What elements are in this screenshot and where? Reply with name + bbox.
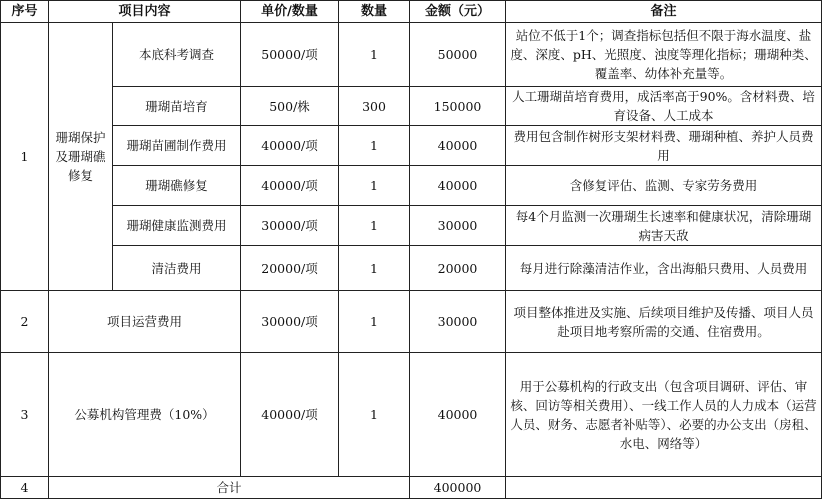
item-qty: 1 [339, 23, 410, 87]
header-qty: 数量 [339, 1, 410, 23]
total-label: 合计 [49, 477, 410, 499]
item-price: 30000/项 [241, 206, 339, 246]
table-row [1, 87, 822, 126]
item-name: 清洁费用 [113, 246, 241, 291]
table-row [1, 206, 822, 246]
item-name: 珊瑚苗圃制作费用 [113, 126, 241, 166]
item-name: 项目运营费用 [49, 291, 241, 353]
item-price: 30000/项 [241, 291, 339, 353]
header-content: 项目内容 [49, 1, 241, 23]
item-note: 每4个月监测一次珊瑚生长速率和健康状况，清除珊瑚病害天敌 [506, 206, 822, 246]
header-amount: 金额（元） [410, 1, 506, 23]
item-amount: 30000 [410, 206, 506, 246]
item-note: 站位不低于1个；调查指标包括但不限于海水温度、盐度、深度、pH、光照度、浊度等理化指标；珊瑚种类、覆盖率、幼体补充量等。 [506, 23, 822, 87]
table-row [1, 291, 822, 353]
item-price: 20000/项 [241, 246, 339, 291]
header-row [1, 1, 822, 23]
item-qty: 1 [339, 246, 410, 291]
item-name: 本底科考调查 [113, 23, 241, 87]
item-qty: 1 [339, 206, 410, 246]
item-note: 用于公募机构的行政支出（包含项目调研、评估、审核、回访等相关费用）、一线工作人员的人力成本（运营人员、财务、志愿者补贴等）、必要的办公支出（房租、水电、网络等） [506, 353, 822, 477]
item-price: 40000/项 [241, 126, 339, 166]
category-cell: 珊瑚保护及珊瑚礁修复 [49, 23, 113, 291]
item-qty: 1 [339, 353, 410, 477]
row-no: 4 [1, 477, 49, 499]
item-amount: 40000 [410, 353, 506, 477]
item-price: 40000/项 [241, 353, 339, 477]
item-note: 含修复评估、监测、专家劳务费用 [506, 166, 822, 206]
item-note: 费用包含制作树形支架材料费、珊瑚种植、养护人员费用 [506, 126, 822, 166]
item-amount: 50000 [410, 23, 506, 87]
item-amount: 150000 [410, 87, 506, 126]
item-price: 40000/项 [241, 166, 339, 206]
item-amount: 40000 [410, 166, 506, 206]
item-amount: 40000 [410, 126, 506, 166]
item-amount: 30000 [410, 291, 506, 353]
row-no: 3 [1, 353, 49, 477]
row-no: 1 [1, 23, 49, 291]
item-name: 珊瑚礁修复 [113, 166, 241, 206]
item-name: 珊瑚苗培育 [113, 87, 241, 126]
item-name: 珊瑚健康监测费用 [113, 206, 241, 246]
table-row [1, 166, 822, 206]
header-price: 单价/数量 [241, 1, 339, 23]
table-row [1, 23, 822, 87]
item-qty: 1 [339, 126, 410, 166]
item-qty: 1 [339, 166, 410, 206]
row-no: 2 [1, 291, 49, 353]
item-name: 公募机构管理费（10%） [49, 353, 241, 477]
total-note [506, 477, 822, 499]
total-amount: 400000 [410, 477, 506, 499]
table-row [1, 353, 822, 477]
item-note: 项目整体推进及实施、后续项目维护及传播、项目人员赴项目地考察所需的交通、住宿费用。 [506, 291, 822, 353]
table-row [1, 246, 822, 291]
item-price: 50000/项 [241, 23, 339, 87]
item-qty: 1 [339, 291, 410, 353]
total-row [1, 477, 822, 499]
table-row [1, 126, 822, 166]
header-no: 序号 [1, 1, 49, 23]
item-note: 人工珊瑚苗培育费用，成活率高于90%。含材料费、培育设备、人工成本 [506, 87, 822, 126]
item-price: 500/株 [241, 87, 339, 126]
item-note: 每月进行除藻清洁作业，含出海船只费用、人员费用 [506, 246, 822, 291]
item-amount: 20000 [410, 246, 506, 291]
item-qty: 300 [339, 87, 410, 126]
header-note: 备注 [506, 1, 822, 23]
